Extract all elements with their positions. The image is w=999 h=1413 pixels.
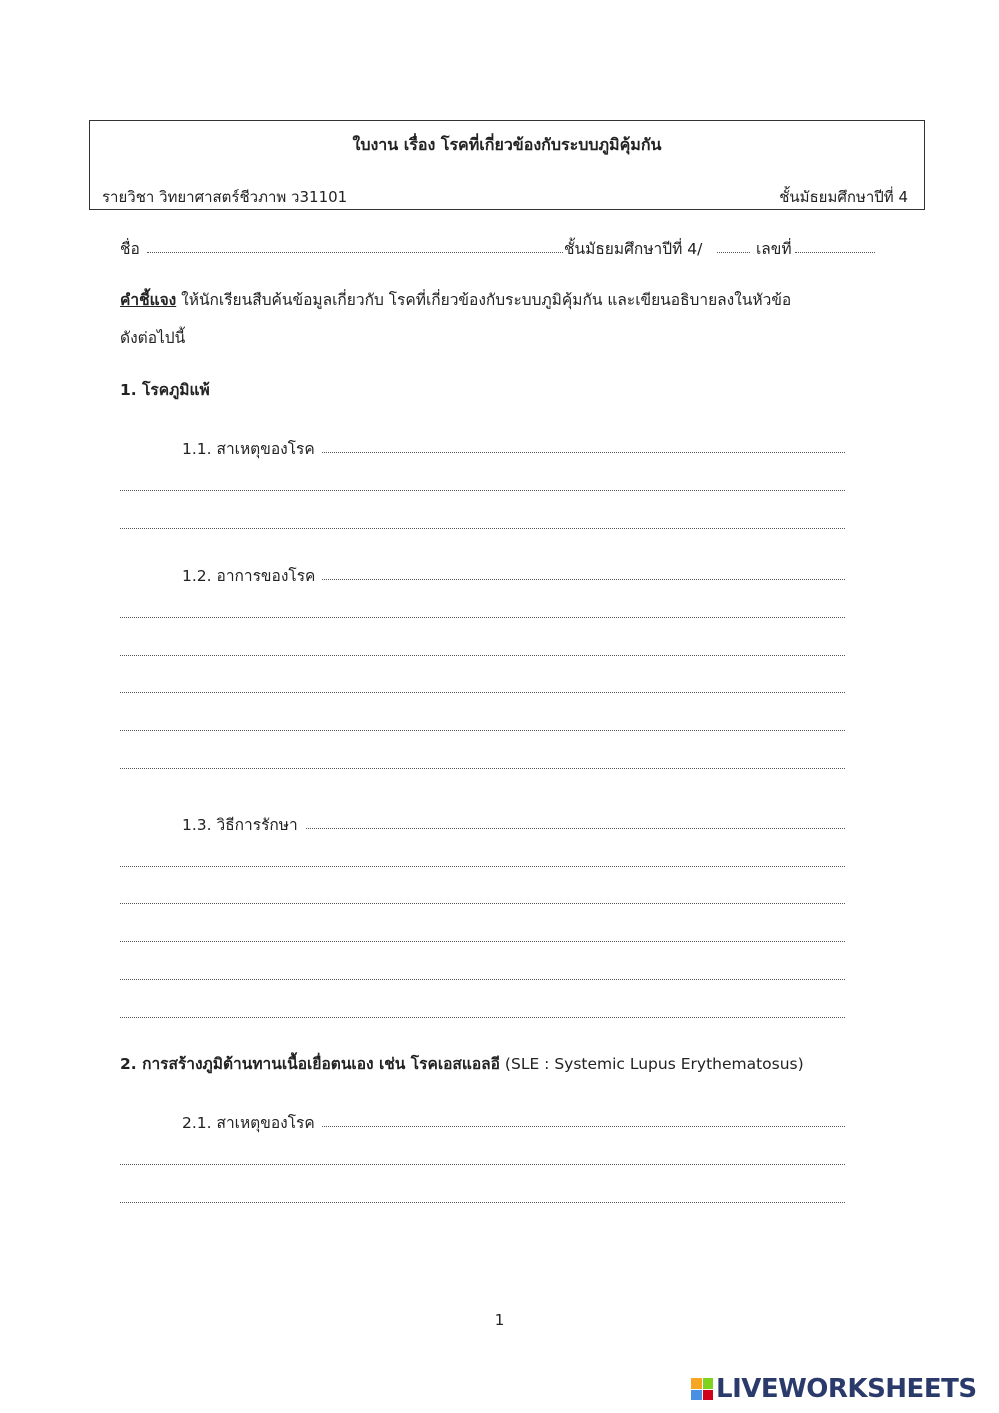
section2-heading-bold: โรคเอสแอลอี bbox=[410, 1055, 500, 1073]
q1-2-label: 1.2. อาการของโรค bbox=[182, 567, 316, 585]
section2-heading bbox=[120, 1051, 804, 1076]
answer-line[interactable] bbox=[120, 692, 845, 693]
answer-line[interactable] bbox=[120, 903, 845, 904]
answer-line[interactable] bbox=[120, 1017, 845, 1018]
answer-line[interactable] bbox=[120, 730, 845, 731]
answer-line[interactable] bbox=[120, 979, 845, 980]
number-label: เลขที่ bbox=[756, 240, 792, 258]
instructions-label: คำชี้แจง bbox=[120, 291, 177, 309]
subject-label: รายวิชา วิทยาศาสตร์ชีวภาพ ว31101 bbox=[102, 188, 348, 206]
answer-line[interactable] bbox=[120, 866, 845, 867]
liveworksheets-logo[interactable] bbox=[691, 1374, 977, 1404]
section1-heading: 1. โรคภูมิแพ้ bbox=[120, 381, 210, 399]
liveworksheets-brand: LIVEWORKSHEETS bbox=[716, 1374, 977, 1404]
answer-line[interactable] bbox=[120, 490, 845, 491]
page-title: ใบงาน เรื่อง โรคที่เกี่ยวข้องกับระบบภูมิคุ้มกัน bbox=[352, 135, 662, 154]
answer-line[interactable] bbox=[120, 1202, 845, 1203]
answer-line[interactable] bbox=[120, 528, 845, 529]
answer-line[interactable] bbox=[120, 941, 845, 942]
q1-3-label: 1.3. วิธีการรักษา bbox=[182, 816, 298, 834]
answer-line[interactable] bbox=[120, 655, 845, 656]
section2-heading-suffix: (SLE : Systemic Lupus Erythematosus) bbox=[500, 1055, 804, 1073]
class-field[interactable] bbox=[717, 252, 750, 253]
answer-line[interactable] bbox=[322, 579, 845, 580]
name-label: ชื่อ bbox=[120, 240, 140, 258]
answer-line[interactable] bbox=[120, 768, 845, 769]
answer-line[interactable] bbox=[306, 828, 845, 829]
answer-line[interactable] bbox=[120, 617, 845, 618]
grade-label: ชั้นมัธยมศึกษาปีที่ 4 bbox=[779, 188, 908, 206]
class-label: ชั้นมัธยมศึกษาปีที่ 4/ bbox=[564, 240, 703, 258]
instructions-line1 bbox=[120, 287, 791, 312]
liveworksheets-logo-icon bbox=[691, 1378, 713, 1400]
answer-line[interactable] bbox=[120, 1164, 845, 1165]
page-number: 1 bbox=[494, 1311, 505, 1329]
instructions-line2: ดังต่อไปนี้ bbox=[120, 329, 186, 347]
header-box bbox=[89, 120, 925, 210]
name-field[interactable] bbox=[147, 252, 563, 253]
number-field[interactable] bbox=[795, 252, 875, 253]
q1-1-label: 1.1. สาเหตุของโรค bbox=[182, 440, 315, 458]
instructions-text: ให้นักเรียนสืบค้นข้อมูลเกี่ยวกับ โรคที่เกี่ยวข้องกับระบบภูมิคุ้มกัน และเขียนอธิบายลงในหัวข้อ bbox=[176, 291, 792, 309]
section2-heading-prefix: 2. การสร้างภูมิต้านทานเนื้อเยื่อตนเอง เช่น bbox=[120, 1055, 411, 1073]
answer-line[interactable] bbox=[322, 452, 845, 453]
answer-line[interactable] bbox=[322, 1126, 845, 1127]
q2-1-label: 2.1. สาเหตุของโรค bbox=[182, 1114, 315, 1132]
